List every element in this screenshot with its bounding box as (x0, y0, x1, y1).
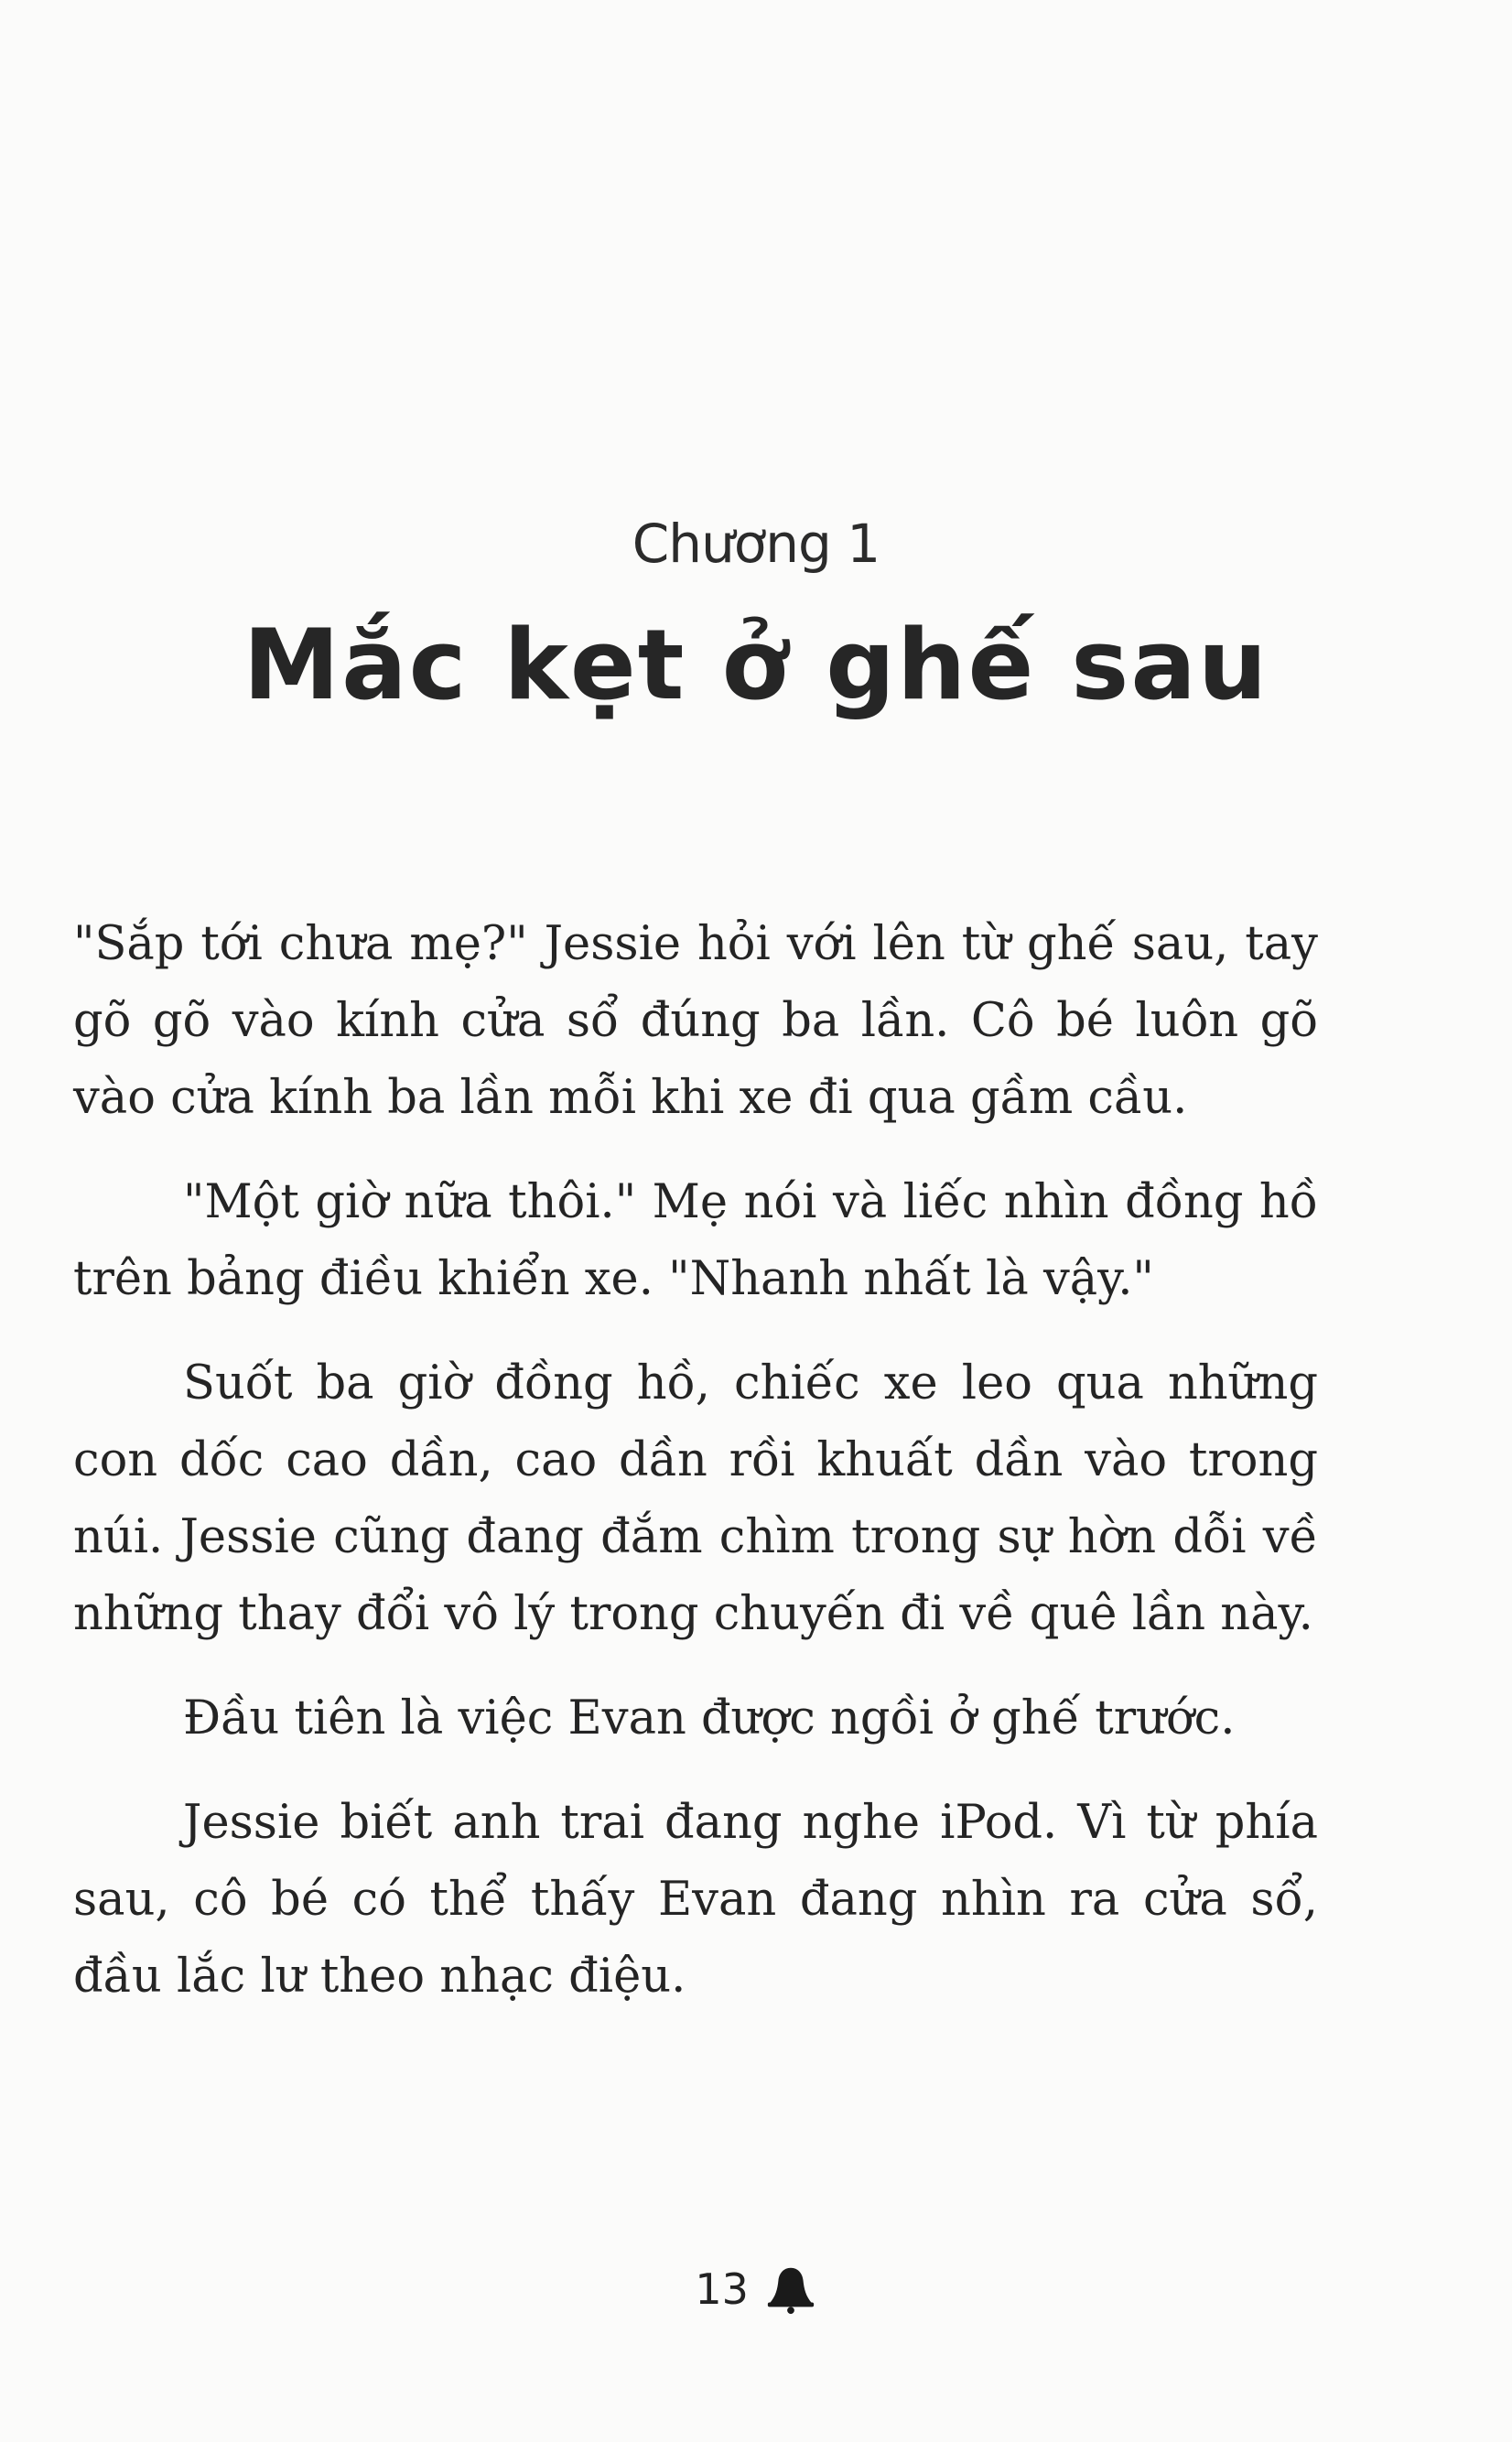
paragraph: Đầu tiên là việc Evan được ngồi ở ghế trước. (183, 1691, 1236, 1745)
body-text (73, 906, 1318, 2043)
paragraph: Suốt ba giờ đồng hồ, chiếc xe leo qua những con dốc cao dần, cao dần rồi khuất dần vào trong núi. Jessie cũng đang đắm chìm trong sự hờn dỗi về những thay đổi vô lý trong chuyến đi về quê lần này. (73, 1356, 1318, 1641)
page-number: 13 (695, 2264, 749, 2314)
paragraph: "Một giờ nữa thôi." Mẹ nói và liếc nhìn đồng hồ trên bảng điều khiển xe. "Nhanh nhất là vậy." (73, 1175, 1318, 1306)
paragraph: Jessie biết anh trai đang nghe iPod. Vì từ phía sau, cô bé có thể thấy Evan đang nhìn ra cửa sổ, đầu lắc lư theo nhạc điệu. (73, 1796, 1318, 2004)
page-footer (0, 2261, 1512, 2316)
chapter-label: Chương 1 (632, 513, 880, 575)
chapter-title: Mắc kẹt ở ghế sau (243, 609, 1269, 721)
paragraph: "Sắp tới chưa mẹ?" Jessie hỏi với lên từ ghế sau, tay gõ gõ vào kính cửa sổ đúng ba lần. Cô bé luôn gõ vào cửa kính ba lần mỗi khi xe đi qua gầm cầu. (73, 917, 1318, 1125)
bell-icon (764, 2263, 817, 2316)
